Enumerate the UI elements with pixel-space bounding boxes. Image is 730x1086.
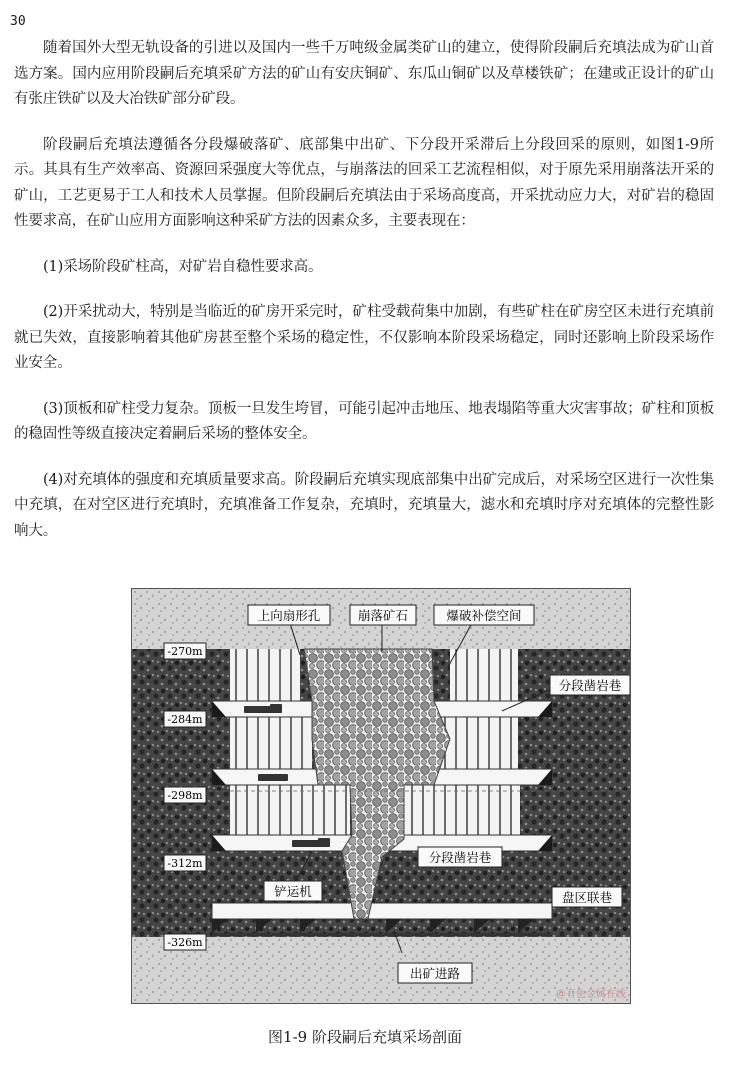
label-blast-compensation-space: 爆破补偿空间 — [446, 608, 522, 623]
label-drawpoint: 出矿进路 — [409, 966, 461, 981]
paragraph-point-3: (3)顶板和矿柱受力复杂。顶板一旦发生垮冒，可能引起冲击地压、地表塌陷等重大灾害事故；矿柱和顶板的稳固性等级直接决定着嗣后采场的整体安全。 — [14, 400, 714, 442]
label-scraper: 铲运机 — [274, 884, 312, 899]
level-270: -270m — [167, 645, 203, 658]
level-298: -298m — [167, 789, 203, 802]
paragraph-point-4: (4)对充填体的强度和充填质量要求高。阶段嗣后充填实现底部集中出矿完成后，对采场空区进行一次性集中充填，在对空区进行充填时，充填准备工作复杂，充填时，充填量大，滤水和充填时序对充填体的完整性影响大。 — [14, 471, 714, 539]
level-326: -326m — [167, 936, 203, 949]
level-284: -284m — [167, 713, 203, 726]
label-upward-fan-holes: 上向扇形孔 — [257, 608, 321, 623]
label-caved-ore: 崩落矿石 — [357, 608, 409, 623]
page-number: 30 — [10, 14, 26, 29]
paragraph-intro: 随着国外大型无轨设备的引进以及国内一些千万吨级金属类矿山的建立，使得阶段嗣后充填法成为矿山首选方案。国内应用阶段嗣后充填采矿方法的矿山有安庆铜矿、东瓜山铜矿以及草楼铁矿；在建或正设计的矿山有张庄铁矿以及大冶铁矿部分矿段。 — [14, 40, 714, 107]
level-312: -312m — [167, 857, 203, 870]
stope-section-figure — [131, 588, 631, 1004]
label-panel-connecting-drift: 盘区联巷 — [561, 890, 613, 905]
stope-section-diagram — [132, 589, 630, 1003]
figure-caption: 图1-9 阶段嗣后充填采场剖面 — [268, 1028, 462, 1046]
label-sublevel-drift-mid: 分段凿岩巷 — [428, 850, 492, 865]
watermark: @有色金属在线 — [556, 989, 626, 1000]
label-sublevel-drift-top: 分段凿岩巷 — [558, 678, 622, 693]
paragraph-point-1: (1)采场阶段矿柱高，对矿岩自稳性要求高。 — [43, 258, 323, 275]
body-text — [14, 36, 714, 564]
paragraph-principle: 阶段嗣后充填法遵循各分段爆破落矿、底部集中出矿、下分段开采滞后上分段回采的原则，如图1-9所示。其具有生产效率高、资源回采强度大等优点，与崩落法的回采工艺流程相似，对于原先采用崩落法开采的矿山，工艺更易于工人和技术人员掌握。但阶段嗣后充填法由于采场高度高，开采扰动应力大，对矿岩的稳固性要求高，在矿山应用方面影响这种采矿方法的因素众多，主要表现在： — [14, 136, 714, 229]
paragraph-point-2: (2)开采扰动大，特别是当临近的矿房开采完时，矿柱受载荷集中加剧，有些矿柱在矿房空区未进行充填前就已失效，直接影响着其他矿房甚至整个采场的稳定性，不仅影响本阶段采场稳定，同时还影响上阶段采场作业安全。 — [14, 304, 714, 371]
